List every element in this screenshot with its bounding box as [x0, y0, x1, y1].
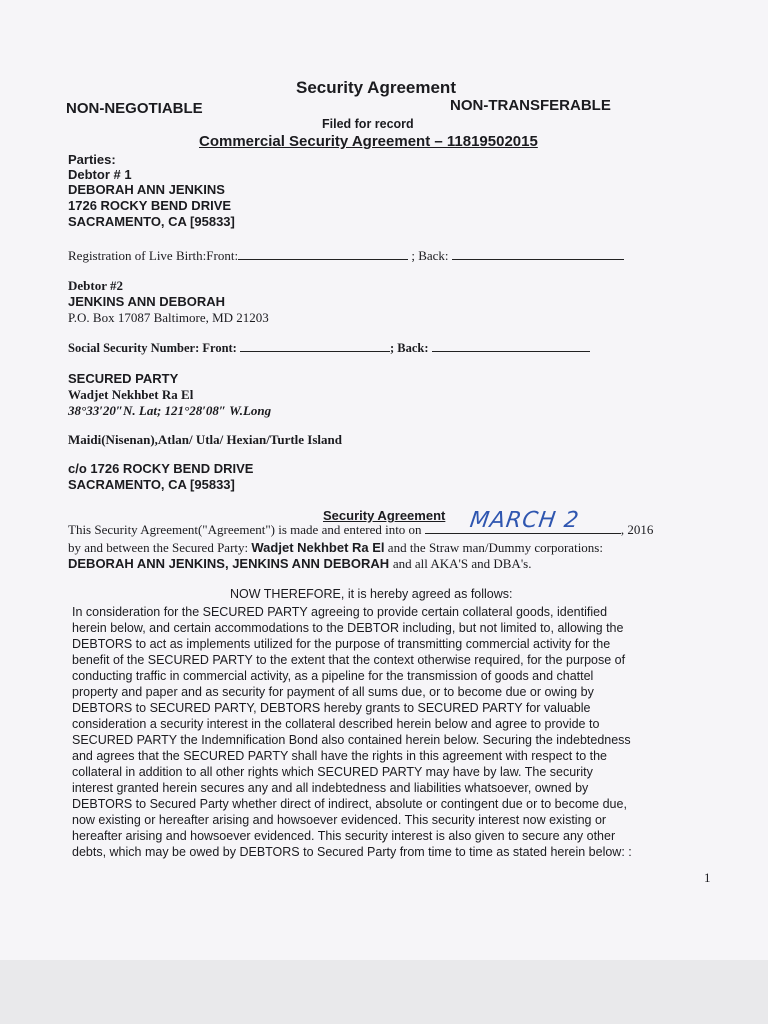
ssn-front-blank: [240, 350, 390, 352]
registration-back-label: ; Back:: [411, 248, 449, 263]
agreement-year: , 2016: [620, 522, 654, 537]
body-line: DEBTORS to Secured Party whether direct of indirect, absolute or contingent due or to become due,: [72, 797, 627, 811]
body-line: collateral in addition to all other rights which SECURED PARTY may have by law. The security: [72, 765, 593, 779]
secured-party-coordinates: 38°33′20″N. Lat; 121°28′08″ W.Long: [68, 403, 272, 418]
agreement-debtor-names: DEBORAH ANN JENKINS, JENKINS ANN DEBORAH: [68, 556, 390, 571]
secured-party-label: SECURED PARTY: [68, 371, 179, 386]
body-line: DEBTORS to SECURED PARTY, DEBTORS hereby grants to SECURED PARTY for valuable: [72, 701, 591, 715]
body-line: and agrees that the SECURED PARTY shall have the rights in this agreement with respect to the: [72, 749, 608, 763]
agreement-line3-suffix: and all AKA'S and DBA's.: [392, 556, 532, 571]
commercial-agreement-subtitle: Commercial Security Agreement – 11819502015: [199, 133, 538, 150]
handwritten-date: MARCH 2: [468, 508, 581, 533]
debtor2-name: JENKINS ANN DEBORAH: [68, 294, 225, 309]
page-bottom-margin: [0, 960, 768, 1024]
body-line: hereafter arising and howsoever evidenced. This security interest is also given to secure any other: [72, 829, 616, 843]
agreement-parties-line: [68, 540, 603, 556]
secured-party-co-street: c/o 1726 ROCKY BEND DRIVE: [68, 461, 254, 476]
filed-for-record: Filed for record: [322, 117, 414, 131]
debtor2-label: Debtor #2: [68, 278, 124, 293]
ssn-back-blank: [432, 350, 590, 352]
agreement-body: [72, 604, 712, 860]
body-line: consideration a security interest in the collateral described herein below and agree to provide to: [72, 717, 600, 731]
body-line: SECURED PARTY the Indemnification Bond also contained herein below. Securing the indebtedness: [72, 733, 631, 747]
debtor1-name: DEBORAH ANN JENKINS: [68, 182, 225, 197]
body-line: benefit of the SECURED PARTY to the extent that the context otherwise required, for the purpose of: [72, 653, 626, 667]
agreement-line2-prefix: by and between the Secured Party:: [68, 540, 249, 555]
body-line: now existing or hereafter arising and howsoever evidenced. This security interest now existing or: [72, 813, 607, 827]
now-therefore: NOW THEREFORE, it is hereby agreed as follows:: [230, 587, 513, 601]
secured-party-co-city: SACRAMENTO, CA [95833]: [68, 477, 235, 492]
ssn-line: [68, 341, 590, 356]
agreement-intro-text: This Security Agreement("Agreement") is made and entered into on: [68, 522, 422, 537]
body-line: In consideration for the SECURED PARTY agreeing to provide certain collateral goods, identified: [72, 605, 608, 619]
agreement-line2-suffix: and the Straw man/Dummy corporations:: [387, 540, 603, 555]
non-transferable-label: NON-TRANSFERABLE: [450, 97, 611, 114]
debtor2-address: P.O. Box 17087 Baltimore, MD 21203: [68, 310, 269, 325]
body-line: DEBTORS to act as implements utilized for the purpose of transmitting commercial activity for the: [72, 637, 611, 651]
agreement-secured-party-name: Wadjet Nekhbet Ra El: [251, 540, 385, 555]
debtor1-city: SACRAMENTO, CA [95833]: [68, 214, 235, 229]
body-line: interest granted herein secures any and all indebtedness and liabilities whatsoever, owned by: [72, 781, 589, 795]
body-line: conducting traffic in commercial activity, as a pipeline for the transmission of goods and chattel: [72, 669, 594, 683]
parties-label: Parties:: [68, 152, 116, 167]
non-negotiable-label: NON-NEGOTIABLE: [66, 100, 203, 117]
debtor1-label: Debtor # 1: [68, 167, 132, 182]
registration-back-blank: [452, 258, 624, 260]
agreement-debtors-line: [68, 556, 531, 572]
body-line: property and paper and as security for payment of all sums due, or to become due or owing by: [72, 685, 594, 699]
body-line: debts, which may be owed by DEBTORS to Secured Party from time to time as stated herein below: :: [72, 845, 632, 859]
document-title: Security Agreement: [296, 78, 456, 97]
page-number: 1: [704, 870, 711, 885]
ssn-front-label: Social Security Number: Front:: [68, 341, 237, 355]
ssn-back-label: ; Back:: [389, 341, 429, 355]
secured-party-tribal: Maidi(Nisenan),Atlan/ Utla/ Hexian/Turtle Island: [68, 432, 342, 447]
registration-line: [68, 248, 624, 264]
secured-party-name: Wadjet Nekhbet Ra El: [68, 387, 194, 402]
registration-front-label: Registration of Live Birth:Front:: [68, 248, 239, 263]
agreement-heading: Security Agreement: [323, 508, 446, 523]
registration-front-blank: [238, 258, 408, 260]
debtor1-street: 1726 ROCKY BEND DRIVE: [68, 198, 232, 213]
body-line: herein below, and certain accommodations to the DEBTOR including, but not limited to, allowing the: [72, 621, 624, 635]
